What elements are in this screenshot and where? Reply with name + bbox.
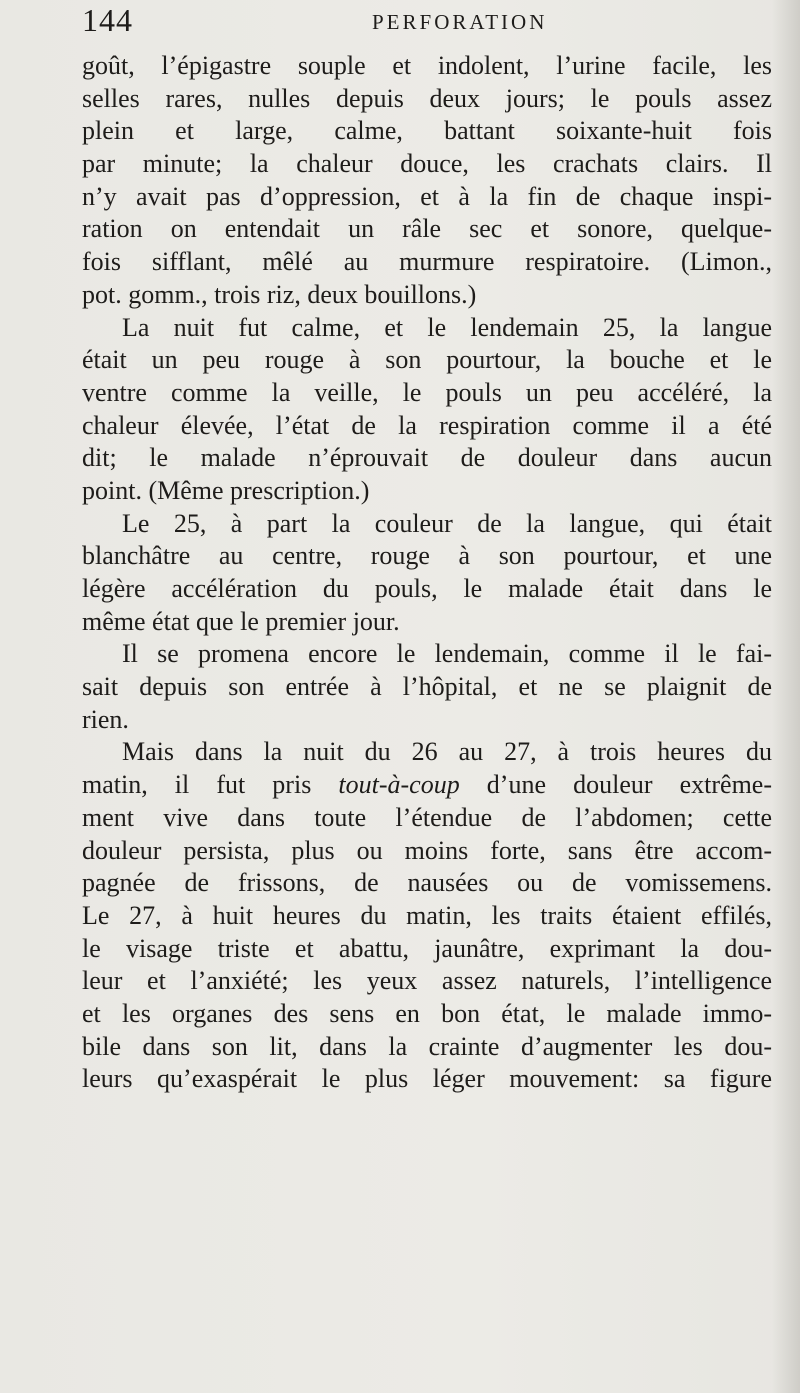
text-line: matin, il fut pris tout-à-coup d’une douleur extrême-	[82, 770, 772, 800]
text-line: sait depuis son entrée à l’hôpital, et ne se plaignit de	[82, 672, 772, 702]
text-line: était un peu rouge à son pourtour, la bouche et le	[82, 345, 772, 375]
text-line: point. (Même prescription.)	[82, 475, 370, 505]
body-text	[82, 50, 772, 1096]
text-line: ventre comme la veille, le pouls un peu accéléré, la	[82, 377, 772, 407]
text-line: douleur persista, plus ou moins forte, sans être accom-	[82, 835, 772, 865]
text-line: le visage triste et abattu, jaunâtre, exprimant la dou-	[82, 933, 772, 963]
text-line: Le 25, à part la couleur de la langue, qui était	[122, 508, 772, 538]
text-line: Mais dans la nuit du 26 au 27, à trois heures du	[122, 737, 772, 767]
text-line: par minute; la chaleur douce, les crachats clairs. Il	[82, 149, 772, 179]
text-line: leur et l’anxiété; les yeux assez naturels, l’intelligence	[82, 966, 772, 996]
text-line: dit; le malade n’éprouvait de douleur dans aucun	[82, 443, 772, 473]
text-line: bile dans son lit, dans la crainte d’augmenter les dou-	[82, 1031, 772, 1061]
text-line: Le 27, à huit heures du matin, les traits étaient effilés,	[82, 900, 772, 930]
emphasis: tout-à-coup	[338, 770, 460, 800]
running-head: PERFORATION	[372, 10, 548, 34]
page-edge-shadow	[772, 0, 800, 1393]
text-line: n’y avait pas d’oppression, et à la fin de chaque inspi-	[82, 181, 772, 211]
text-line: légère accélération du pouls, le malade était dans le	[82, 574, 772, 603]
text-line: goût, l’épigastre souple et indolent, l’urine facile, les	[82, 51, 772, 80]
text-line: selles rares, nulles depuis deux jours; le pouls assez	[82, 83, 772, 113]
text-line: ment vive dans toute l’étendue de l’abdomen; cette	[82, 802, 772, 832]
text-line: pagnée de frissons, de nausées ou de vomissemens.	[82, 868, 772, 898]
page-number: 144	[82, 2, 133, 38]
text-line: fois sifflant, mêlé au murmure respiratoire. (Limon.,	[82, 247, 772, 277]
text-line: et les organes des sens en bon état, le malade immo-	[82, 998, 772, 1028]
text-line: plein et large, calme, battant soixante-huit fois	[82, 116, 772, 146]
text-line: ration on entendait un râle sec et sonore, quelque-	[82, 214, 772, 244]
text-line: leurs qu’exaspérait le plus léger mouvement: sa figure	[82, 1064, 772, 1094]
text-line: pot. gomm., trois riz, deux bouillons.)	[82, 279, 477, 309]
text-line: La nuit fut calme, et le lendemain 25, la langue	[122, 312, 772, 342]
text-line: même état que le premier jour.	[82, 606, 400, 636]
text-line: chaleur élevée, l’état de la respiration comme il a été	[82, 410, 772, 440]
text-line: rien.	[82, 704, 129, 734]
text-line: Il se promena encore le lendemain, comme il le fai-	[122, 639, 772, 669]
text-line: blanchâtre au centre, rouge à son pourtour, et une	[82, 541, 772, 571]
